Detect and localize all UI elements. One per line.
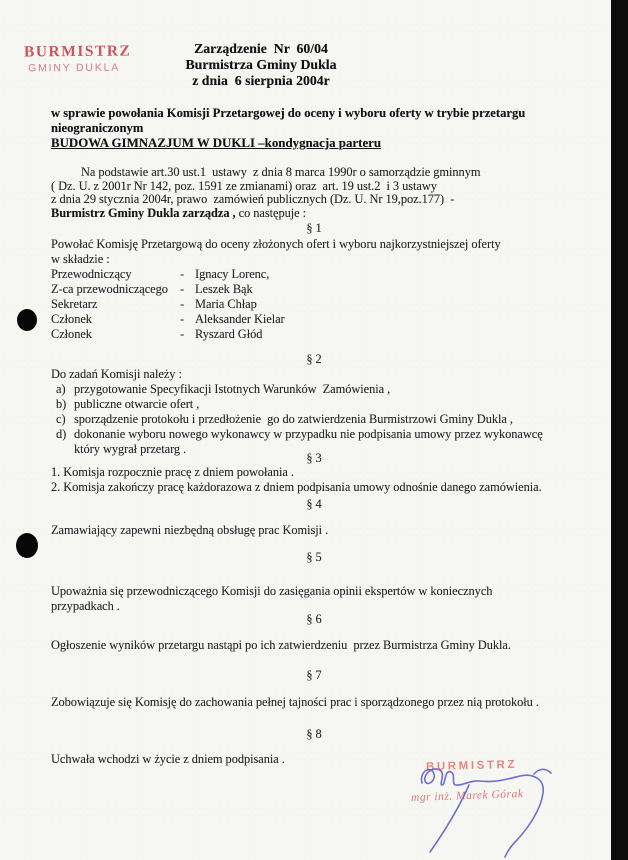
member-name: Aleksander Kielar <box>195 312 285 326</box>
section-5-marker: § 5 <box>306 550 322 564</box>
task-label: b) <box>56 397 67 411</box>
section-3-line1: 1. Komisja rozpocznie pracę z dniem powołania . <box>51 465 294 479</box>
doc-title-line3: z dnia 6 sierpnia 2004r <box>192 73 330 88</box>
task-text: publiczne otwarcie ofert , <box>74 397 200 411</box>
section-8-text: Uchwała wchodzi w życie z dniem podpisania . <box>51 752 285 766</box>
task-item <box>56 427 543 442</box>
preamble-line4-rest: co następuje : <box>235 206 307 220</box>
sender-stamp <box>24 43 132 75</box>
member-dash: - <box>180 267 185 281</box>
section-7-marker: § 7 <box>306 668 322 682</box>
signature-stamp: BURMISTRZ <box>425 758 518 774</box>
section-6-marker: § 6 <box>306 612 322 626</box>
punch-hole-bottom <box>16 533 38 558</box>
member-name: Ignacy Lorenc, <box>195 267 270 281</box>
member-name: Ryszard Głód <box>195 327 263 341</box>
section-6-text: Ogłoszenie wyników przetargu nastąpi po ich zatwierdzeniu przez Burmistrza Gminy Dukla. <box>51 638 511 652</box>
section-1-marker: § 1 <box>306 221 322 235</box>
preamble-line4 <box>51 206 306 221</box>
subject-line3: BUDOWA GIMNAZJUM W DUKLI –kondygnacja parteru <box>51 136 382 150</box>
member-name: Leszek Bąk <box>195 282 253 296</box>
member-row <box>51 282 253 297</box>
section-1-intro1: Powołać Komisję Przetargową do oceny złożonych ofert i wyboru najkorzystniejszej oferty <box>51 237 501 251</box>
doc-title <box>130 41 392 89</box>
section-4-text: Zamawiający zapewni niezbędną obsługę prac Komisji . <box>51 523 329 537</box>
preamble-line2: ( Dz. U. z 2001r Nr 142, poz. 1591 ze zmianami) oraz art. 19 ust.2 i 3 ustawy <box>51 179 437 193</box>
punch-hole-top <box>17 309 37 331</box>
task-text: przygotowanie Specyfikacji Istotnych Warunków Zamówienia , <box>74 382 391 396</box>
member-role: Członek <box>51 312 92 326</box>
task-text-continuation: który wygrał przetarg . <box>74 442 187 456</box>
section-1-intro2: w składzie : <box>51 252 110 266</box>
task-item <box>56 412 513 427</box>
member-role: Przewodniczący <box>51 267 132 281</box>
task-label: d) <box>56 427 67 441</box>
subject-line1: w sprawie powołania Komisji Przetargowej do oceny i wyboru oferty w trybie przetargu <box>51 106 526 120</box>
member-name: Maria Chłap <box>195 297 257 311</box>
preamble-line1: Na podstawie art.30 ust.1 ustawy z dnia 8 marca 1990r o samorządzie gminnym <box>81 165 481 179</box>
scan-edge-strip <box>611 0 628 860</box>
sender-stamp-line1: BURMISTRZ <box>23 42 132 61</box>
task-item <box>56 382 390 397</box>
member-dash: - <box>180 297 185 311</box>
section-8-marker: § 8 <box>306 727 322 741</box>
section-7-text: Zobowiązuje się Komisję do zachowania pełnej tajności prac i sporządzonego przez nią protokołu . <box>51 695 539 709</box>
member-row <box>51 312 285 327</box>
section-4-marker: § 4 <box>306 497 322 511</box>
section-3-line2: 2. Komisja zakończy pracę każdorazowa z dniem podpisania umowy odnośnie danego zamówienia. <box>51 480 542 494</box>
section-3-marker: § 3 <box>306 451 322 465</box>
preamble-line3: z dnia 29 stycznia 2004r, prawo zamówień publicznych (Dz. U. Nr 19,poz.177) - <box>51 192 455 206</box>
handwritten-signature-icon <box>405 755 580 860</box>
section-5-line2: przypadkach . <box>51 599 120 613</box>
signature-name: mgr inż. Marek Górak <box>410 788 524 804</box>
doc-title-line1: Zarządzenie Nr 60/04 <box>194 41 328 56</box>
task-item <box>56 397 199 412</box>
doc-title-line2: Burmistrza Gminy Dukla <box>185 57 337 72</box>
task-label: a) <box>56 382 66 396</box>
member-role: Sekretarz <box>51 297 98 311</box>
preamble-line4-bold: Burmistrz Gminy Dukla zarządza , <box>51 206 236 220</box>
task-text: dokonanie wyboru nowego wykonawcy w przypadku nie podpisania umowy przez wykonawcę <box>74 427 543 441</box>
member-role: Z-ca przewodniczącego <box>51 282 168 296</box>
section-2-intro: Do zadań Komisji należy : <box>51 367 182 381</box>
sender-stamp-line2: GMINY DUKLA <box>28 61 121 75</box>
task-text: sporządzenie protokołu i przedłożenie go do zatwierdzenia Burmistrzowi Gminy Dukla , <box>74 412 513 426</box>
section-2-marker: § 2 <box>306 352 322 366</box>
member-dash: - <box>180 327 185 341</box>
member-row <box>51 327 262 342</box>
member-row <box>51 297 257 312</box>
subject-line2: nieograniczonym <box>51 121 144 135</box>
task-label: c) <box>56 412 66 426</box>
member-role: Członek <box>51 327 92 341</box>
member-dash: - <box>180 282 185 296</box>
member-row <box>51 267 269 282</box>
section-5-line1: Upoważnia się przewodniczącego Komisji do zasięgania opinii ekspertów w koniecznych <box>51 584 493 598</box>
member-dash: - <box>180 312 185 326</box>
